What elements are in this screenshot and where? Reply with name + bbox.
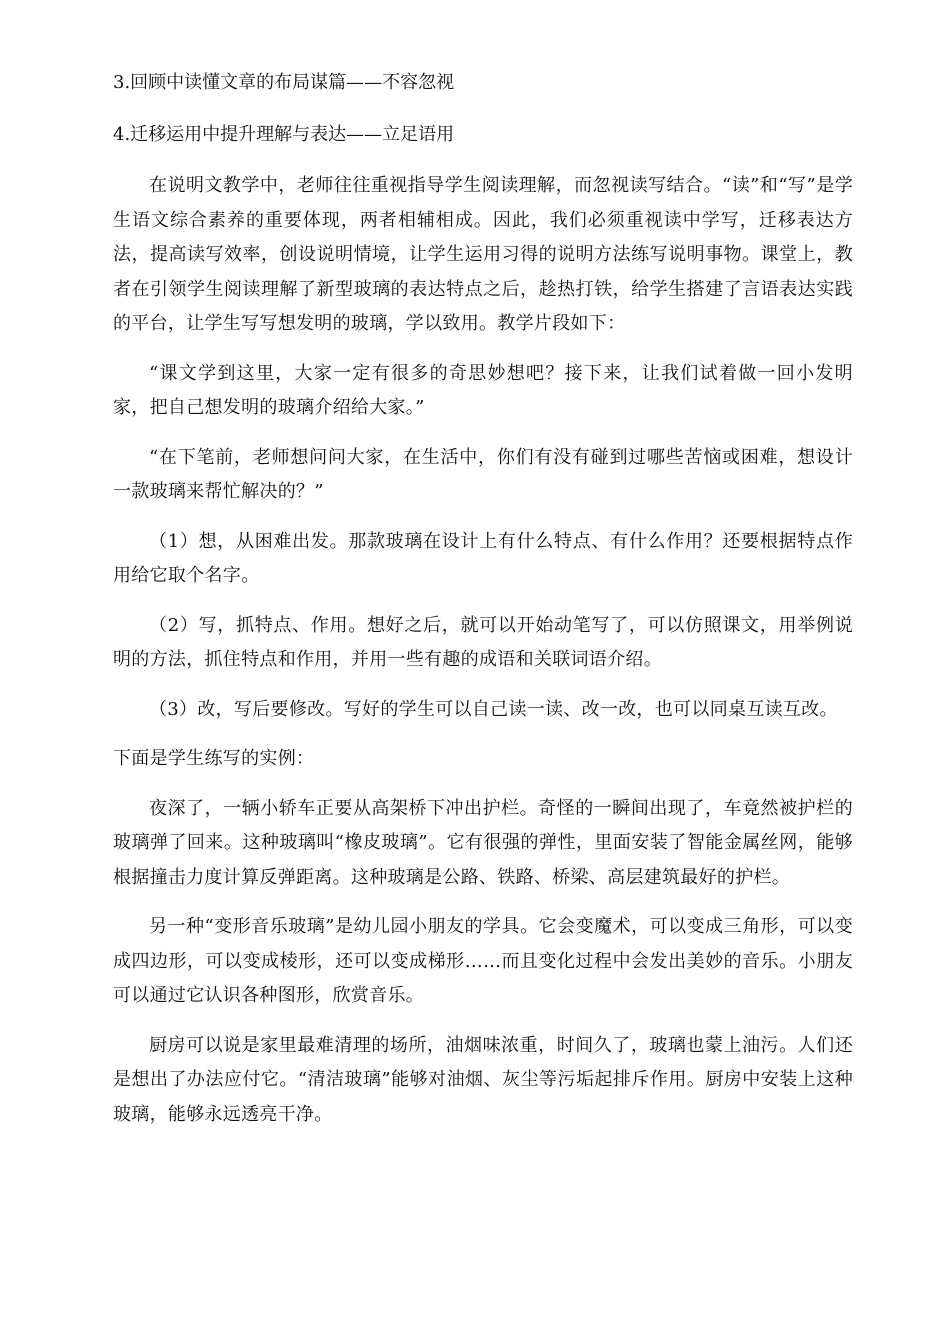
quote-paragraph-1: “课文学到这里，大家一定有很多的奇思妙想吧？接下来，让我们试着做一回小发明家，把自己想发明的玻璃介绍给大家。” [113, 362, 853, 418]
example-rubber-glass: 夜深了，一辆小轿车正要从高架桥下冲出护栏。奇怪的一瞬间出现了，车竟然被护栏的玻璃弹了回来。这种玻璃叫“橡皮玻璃”。它有很强的弹性，里面安装了智能金属丝网，能够根据撞击力度计算反弹距离。这种玻璃是公路、铁路、桥梁、高层建筑最好的护栏。 [113, 797, 853, 888]
example-music-glass: 另一种“变形音乐玻璃”是幼儿园小朋友的学具。它会变魔术，可以变成三角形，可以变成四边形，可以变成棱形，还可以变成梯形……而且变化过程中会发出美妙的音乐。小朋友可以通过它认识各种图形，欣赏音乐。 [113, 916, 853, 1006]
example-clean-glass: 厨房可以说是家里最难清理的场所，油烟味浓重，时间久了，玻璃也蒙上油污。人们还是想出了办法应付它。“清洁玻璃”能够对油烟、灰尘等污垢起排斥作用。厨房中安装上这种玻璃，能够永远透亮干净。 [113, 1034, 853, 1125]
quote-paragraph-2: “在下笔前，老师想问问大家，在生活中，你们有没有碰到过哪些苦恼或困难，想设计一款玻璃来帮忙解决的？” [113, 446, 853, 502]
step-think-paragraph: （1）想，从困难出发。那款玻璃在设计上有什么特点、有什么作用？还要根据特点作用给它取个名字。 [113, 530, 853, 586]
step-revise-paragraph: （3）改，写后要修改。写好的学生可以自己读一读、改一改，也可以同桌互读互改。 [149, 698, 838, 720]
example-intro-line: 下面是学生练写的实例： [113, 748, 315, 769]
intro-paragraph: 在说明文教学中，老师往往重视指导学生阅读理解，而忽视读写结合。“读”和“写”是学生语文综合素养的重要体现，两者相辅相成。因此，我们必须重视读中学写，迁移表达方法，提高读写效率，创设说明情境，让学生运用习得的说明方法练写说明事物。课堂上，教者在引领学生阅读理解了新型玻璃的表达特点之后，趁热打铁，给学生搭建了言语表达实践的平台，让学生写写想发明的玻璃，学以致用。教学片段如下： [113, 175, 853, 334]
section-heading-4: 4.迁移运用中提升理解与表达——立足语用 [113, 123, 455, 145]
step-write-paragraph: （2）写，抓特点、作用。想好之后，就可以开始动笔写了，可以仿照课文，用举例说明的方法，抓住特点和作用，并用一些有趣的成语和关联词语介绍。 [113, 614, 853, 670]
document-page [113, 66, 853, 1147]
section-heading-3: 3.回顾中读懂文章的布局谋篇——不容忽视 [113, 72, 455, 93]
